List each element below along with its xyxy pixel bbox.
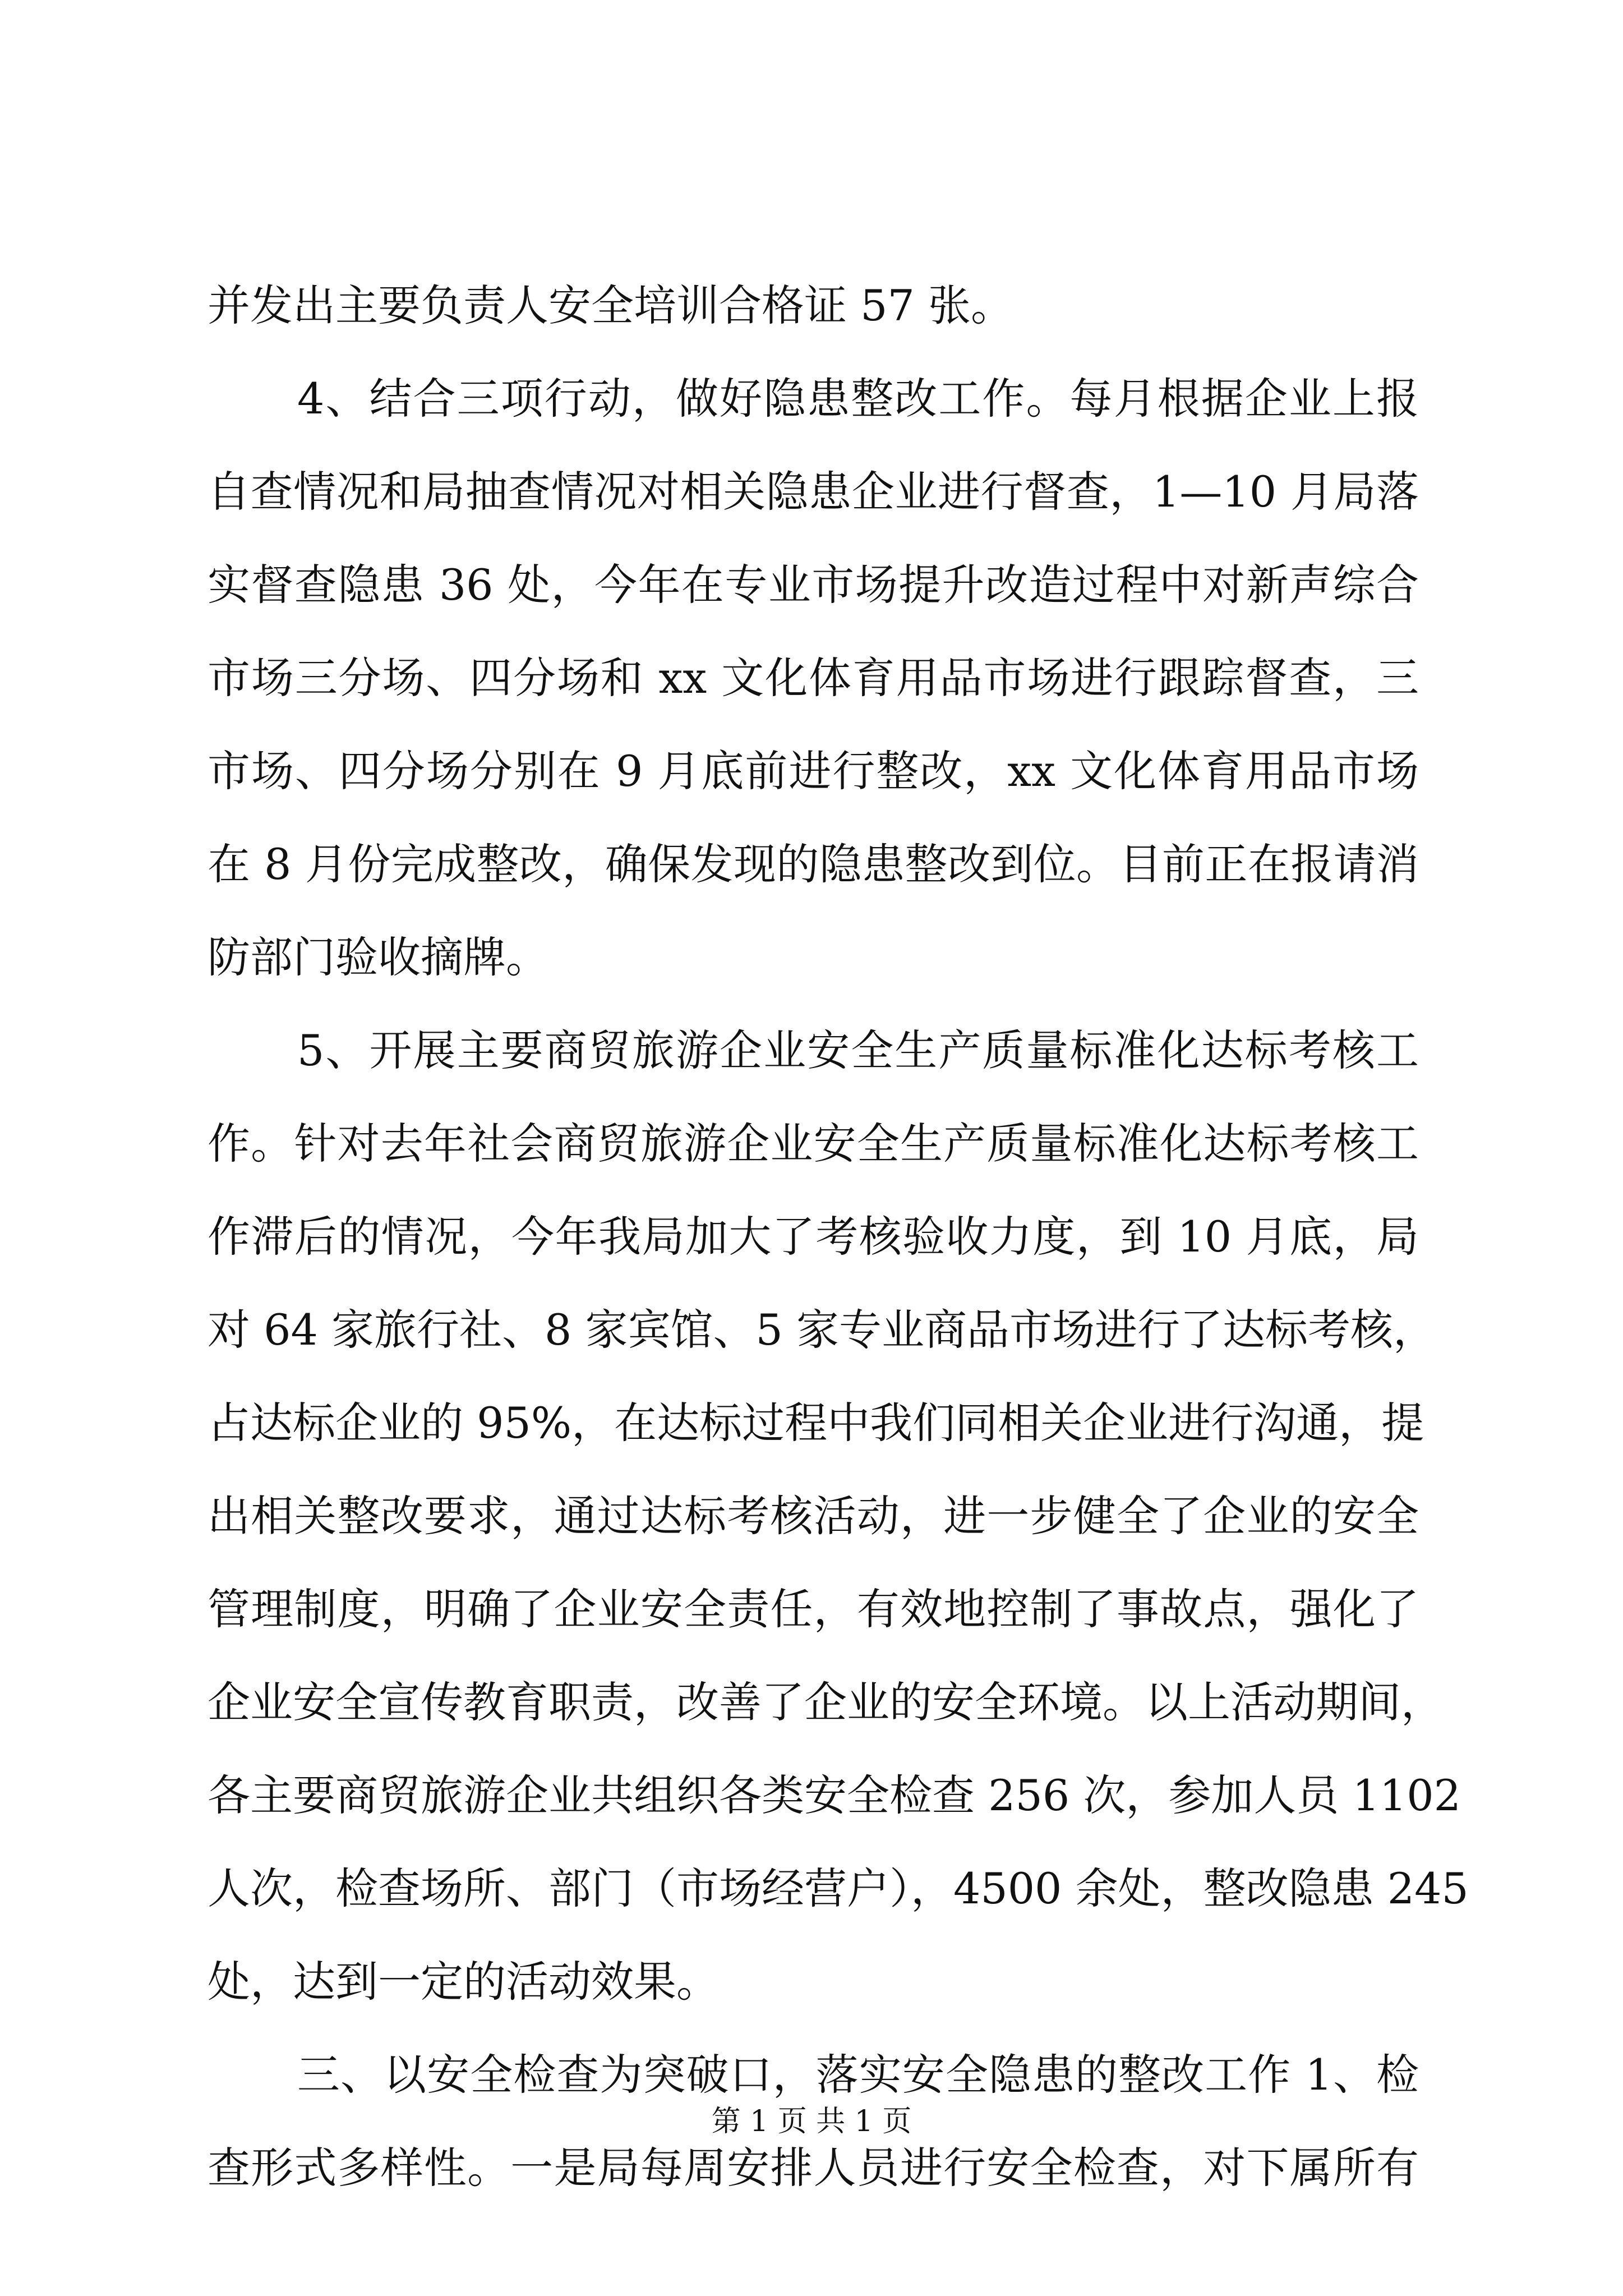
text-line: 作。针对去年社会商贸旅游企业安全生产质量标准化达标考核工 — [208, 1119, 1419, 1168]
document-body — [208, 259, 1469, 2215]
text-line: 查形式多样性。一是局每周安排人员进行安全检查，对下属所有 — [208, 2143, 1419, 2193]
paragraph-start-line: 4、结合三项行动，做好隐患整改工作。每月根据企业上报 — [297, 374, 1419, 424]
text-line: 市场、四分场分别在 9 月底前进行整改，xx 文化体育用品市场 — [208, 746, 1419, 796]
text-line: 自查情况和局抽查情况对相关隐患企业进行督查，1—10 月局落 — [208, 467, 1419, 517]
text-line: 并发出主要负责人安全培训合格证 57 张。 — [208, 280, 1014, 330]
text-line: 人次，检查场所、部门（市场经营户），4500 余处，整改隐患 245 — [208, 1864, 1469, 1913]
text-line: 企业安全宣传教育职责，改善了企业的安全环境。以上活动期间， — [208, 1677, 1444, 1727]
text-line: 各主要商贸旅游企业共组织各类安全检查 256 次，参加人员 1102 — [208, 1770, 1461, 1820]
text-line: 作滞后的情况，今年我局加大了考核验收力度，到 10 月底，局 — [208, 1212, 1419, 1262]
page-footer: 第 1 页 共 1 页 — [711, 2105, 912, 2138]
paragraph-start-line: 三、以安全检查为突破口，落实安全隐患的整改工作 1、检 — [297, 2050, 1419, 2100]
text-line: 处，达到一定的活动效果。 — [208, 1957, 719, 2007]
text-line: 占达标企业的 95%，在达标过程中我们同相关企业进行沟通，提 — [208, 1398, 1424, 1448]
text-line: 在 8 月份完成整改，确保发现的隐患整改到位。目前正在报请消 — [208, 839, 1419, 889]
paragraph-start-line: 5、开展主要商贸旅游企业安全生产质量标准化达标考核工 — [297, 1025, 1419, 1075]
text-line: 防部门验收摘牌。 — [208, 932, 548, 982]
text-line: 市场三分场、四分场和 xx 文化体育用品市场进行跟踪督查，三 — [208, 653, 1419, 703]
text-line: 对 64 家旅行社、8 家宾馆、5 家专业商品市场进行了达标考核， — [208, 1305, 1436, 1355]
text-line: 管理制度，明确了企业安全责任，有效地控制了事故点，强化了 — [208, 1584, 1419, 1634]
text-line: 实督查隐患 36 处，今年在专业市场提升改造过程中对新声综合 — [208, 560, 1419, 610]
text-line: 出相关整改要求，通过达标考核活动，进一步健全了企业的安全 — [208, 1491, 1419, 1541]
